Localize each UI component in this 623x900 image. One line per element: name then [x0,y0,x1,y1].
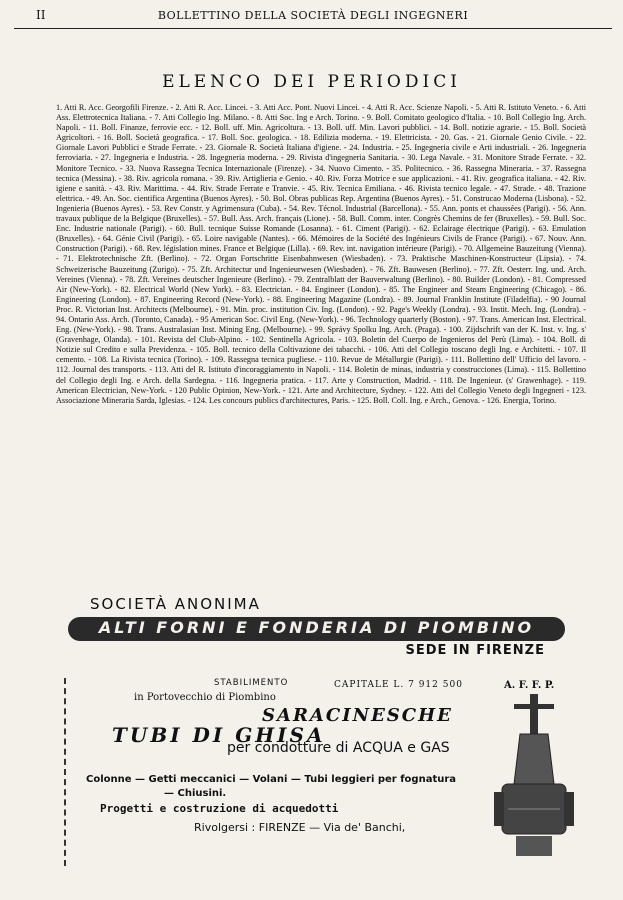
piombino-banner [68,595,565,670]
ad-progetti: Progetti e costruzione di acquedotti [100,802,339,815]
foundry-advertisement [64,678,579,866]
banner-name: ALTI FORNI E FONDERIA DI PIOMBINO [98,618,535,637]
running-head: BOLLETTINO DELLA SOCIETÀ DEGLI INGEGNERI [157,9,469,22]
ad-stabilimento: STABILIMENTO [214,678,289,688]
banner-name-bar [68,617,565,641]
ad-condotte: per condotture di ACQUA e GAS [227,740,450,756]
ad-capital: CAPITALE L. 7 912 500 [334,680,463,690]
ad-mark: A. F. F. P. [504,680,555,691]
ad-left-border [64,678,82,866]
banner-company: SOCIETÀ ANONIMA [90,595,261,613]
ad-location: in Portovecchio di Piombino [134,692,276,703]
periodicals-list: 1. Atti R. Acc. Georgofili Firenze. - 2. Atti R. Acc. Lincei. - 3. Atti Acc. Pont. Nuovi Lincei. - 4. Atti R. Acc. Scienze Napoli. - 5. Atti R. Istituto Veneto. - 6. Atti Ass. Elettrotecnica Italiana. - 7. Atti Collegio Ing. Milano. - 8. Atti Soc. Ing e Arch. Torino. - 9. Boll. Comitato geologico d'Italia. - 10. Boll Collegio Ing. Arch. Napoli. - 11. Boll. Finanze, ferrovie ecc. - 12. Boll. uff. Min. Agricoltura. - 13. Boll. uff. Min. Lavori pubblici. - 14. Boll. notizie agrarie. - 15. Boll. Società Agricoltori. - 16. Boll. Società geografica. - 17. Boll. Soc. geologica. - 18. Edilizia moderna. - 19. Elettricista. - 20. Gas. - 21. Giornale Genio Civile. - 22. Giornale Lavori Pubblici e Strade Ferrate. - 23. Giornale R. Società Italiana d'igiene. - 24. Industria. - 25. Ingegneria civile e Arti industriali. - 26. Ingegneria ferroviaria. - 27. Ingegneria e Industria. - 28. Ingegneria moderna. - 29. Rivista d'ingegneria Sanitaria. - 30. Lega Navale. - 31. Monitore Strade Ferrate. - 32. Monitore Tecnico. - 33. Nuova Rassegna Tecnica Internazionale (Firenze). - 34. Nuovo Cimento. - 35. Politecnico. - 36. Rassegna Mineraria. - 37. Rassegna tecnica (Messina). - 38. Riv. agricola romana. - 39. Riv. Artiglieria e Genio. - 40. Riv. Forza Motrice e sue applicazioni. - 41. Riv. geografica italiana. - 42. Riv. igiene e sanità. - 43. Riv. Marittima. - 44. Riv. Strade Ferrate e Tranvie. - 45. Riv. Tecnica Emiliana. - 46. Rivista tecnico legale. - 47. Strade. - 48. Trazione elettrica. - 49. An. Soc. cientifica Argentina (Buenos Ayres). - 50. Bol. Obras publicas Rep. Argentina (Buenos Ayres). - 51. Construcao Moderna (Lisbona). - 52. Ingenieria (Buenos Ayres). - 53. Rev Constr. y Agrimensura (Cuba). - 54. Rev. Técnol. Industrial (Barcellona). - 55. Ann. ponts et chaussées (Parigi). - 56. Ann. travaux publique de la Belgique (Bruxelles). - 57. Bull. Ass. Arch. français (Lione). - 58. Bull. Comm. inter. Congrès Chemins de fer (Bruxelles). - 59. Bull. Soc. Enc. Industrie nationale (Parigi). - 60. Bull. tecnique Suisse Romande (Losanna). - 61. Ciment (Parigi). - 62. Eclairage électrique (Parigi). - 63. Emulation (Bruxelles). - 64. Génie Civil (Parigi). - 65. Loire navigable (Nantes). - 66. Mémoires de la Société des Ingénieurs Civils de France (Parigi). - 67. Nouv. Ann. Construction (Parigi). - 68. Rev. législation mines. France et Belgique (Lilla). - 69. Rev. int. navigation intérieure (Parigi). - 70. Allgemeine Bauzeitung (Vienna). - 71. Elektrotechnische Zft. (Berlino). - 72. Organ Fortschritte Eisenbahnwesen (Wiesbaden). - 73. Praktische Maschinen-Konstructeur (Lipsia). - 74. Schweizerische Bauzeitung (Zurigo). - 75. Zft. Architectur und Ingenieurwesen (Wiesbaden). - 76. Zft. Bauwesen (Berlino). - 77. Zft. Oesterr. Ing. und. Arch. Vereines (Vienna). - 78. Zft. Vereines deutscher Ingenieure (Berlino). - 79. Zentralblatt der Bauverwaltung (Berlino). - 80. Builder (London). - 81. Compressed Air (New-York). - 82. Electrical World (New York). - 83. Electrician. - 84. Engineer (London). - 85. The Engineer and Steam Engineering (Chicago). - 86. Engineering (London). - 87. Engineering Record (New-York). - 88. Engineering Magazine (Londra). - 89. Journal Franklin Institute (Filadelfia). - 90 Journal Proc. R. Victorian Inst. Architects (Melbourne). - 91. Min. proc. institution Civ. Ing. (London). - 92. Page's Weekly (Londra). - 93. Instit. Mech. Ing. (Londra). - 94. Ontario Ass. Arch. (Toronto, Canada). - 95 American Soc. Civil Eng. (New-York). - 96. Technology quarterly (Boston). - 97. Trans. American Inst. Electrical. Eng. (New-York). - 98. Trans. Australasian Inst. Mining Eng. (Melbourne). - 99. Správy Spolku Ing. Arch. (Praga). - 100. Zijdschrift van der K. Inst. v. Ing. s' (Gravenhage, Olanda). - 101. Revista del Club-Alpino. - 102. Sentinella Agricola. - 103. Boletin del Cuerpo de Ingenieros del Perù (Lima). - 104. Boll. di Notizie sul Credito e sulla Previdenza. - 105. Boll. tecnico della Coltivazione dei tabacchi. - 106. Atti del Collegio toscano degli Ing. e Architetti. - 107. Il cemento. - 108. La Rivista tecnica (Torino). - 109. Rassegna tecnica pugliese. - 110. Revue de Métallurgie (Parigi). - 111. Bollettino dell' Ufficio del lavoro. - 112. Journal des transports. - 113. Atti del R. Istituto d'incoraggiamento in Napoli. - 114. Boletin de minas, industria y construcciones (Lima). - 115. Bollettino del Collegio degli Ing. e Arch. della Sardegna. - 116. Ingegneria pratica. - 117. Arte y Construction, Madrid. - 118. De Ingenieur. (s' Grawenhage). - 119. American Electrician, New-York. - 120 Public Opinion, New-York. - 121. Arte and Architecture, Sydney. - 122. Atti del Collegio Veneto degli Ingegneri - 123. Associazione Mineraria Sarda, Iglesias. - 124. Les concours publics d'architectures, Paris. - 125. Boll. Coll. Ing. e Arch., Genova. - 126. Energia, Torino. [56,103,586,405]
ad-products: Colonne — Getti meccanici — Volani — Tubi leggieri per fognatura [86,774,457,785]
valve-illustration-icon [494,694,574,864]
page-header [14,6,612,29]
page-number: II [36,8,46,22]
banner-seat: SEDE IN FIRENZE [405,643,545,658]
page-title: ELENCO DEI PERIODICI [162,72,461,92]
ad-chiusini: — Chiusini. [164,788,227,799]
ad-contact: Rivolgersi : FIRENZE — Via de' Banchi, [194,821,406,834]
ad-tubi: TUBI DI GHISA [112,723,326,747]
ad-saracinesche: SARACINESCHE [262,705,453,726]
